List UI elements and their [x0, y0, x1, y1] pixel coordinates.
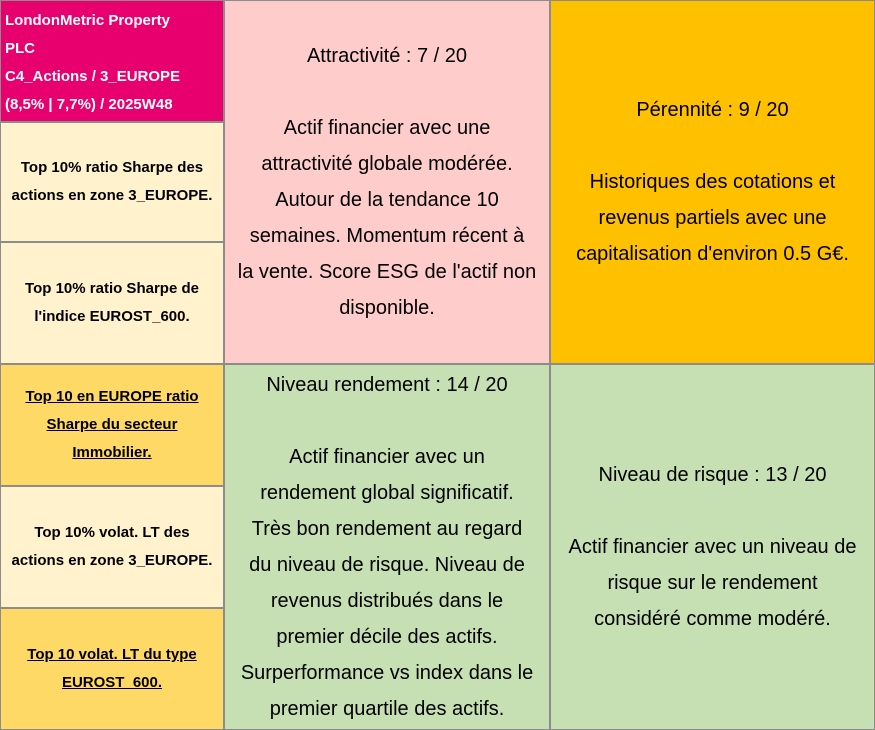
description-line: la vente. Score ESG de l'actif non — [237, 261, 537, 283]
attractivite-panel — [224, 0, 550, 364]
description-line: Actif financier avec une — [283, 117, 491, 139]
badge-text: Top 10% ratio Sharpe des — [20, 159, 204, 176]
attractivite-heading: Attractivité : 7 / 20 — [306, 45, 468, 67]
description-line: Surperformance vs index dans le — [240, 662, 534, 684]
rendement-heading: Niveau rendement : 14 / 20 — [266, 374, 508, 396]
description-line: considéré comme modéré. — [594, 608, 831, 630]
badge-volat-zone — [0, 486, 224, 608]
badge-link-text[interactable]: Immobilier. — [72, 444, 152, 461]
badge-volat-type[interactable] — [0, 608, 224, 730]
description-line: Autour de la tendance 10 — [275, 189, 499, 211]
rendement-panel — [224, 364, 550, 730]
description-line: premier quartile des actifs. — [269, 698, 505, 720]
badge-link-text[interactable]: Top 10 volat. LT du type — [27, 646, 197, 663]
description-line: semaines. Momentum récent à — [249, 225, 525, 247]
asset-title-cell — [0, 0, 224, 122]
risque-panel — [550, 364, 875, 730]
badge-text: l'indice EUROST_600. — [34, 308, 190, 325]
perennite-heading: Pérennité : 9 / 20 — [636, 99, 789, 121]
risque-description — [569, 529, 857, 637]
description-line: Actif financier avec un niveau de — [568, 536, 857, 558]
badge-sharpe-index — [0, 242, 224, 364]
badge-link-text[interactable]: Top 10 en EUROPE ratio — [25, 388, 199, 405]
description-line: disponible. — [339, 297, 435, 319]
description-line: revenus partiels avec une — [598, 207, 827, 229]
badge-link-text[interactable]: Sharpe du secteur — [46, 416, 178, 433]
description-line: Très bon rendement au regard — [251, 518, 523, 540]
asset-period: (8,5% | 7,7%) / 2025W48 — [5, 96, 173, 113]
description-line: risque sur le rendement — [607, 572, 818, 594]
badge-text: Top 10% ratio Sharpe de — [25, 280, 199, 297]
asset-name-line2: PLC — [5, 40, 35, 57]
rendement-description — [241, 439, 533, 727]
description-line: du niveau de risque. Niveau de — [249, 554, 525, 576]
description-line: premier décile des actifs. — [276, 626, 498, 648]
asset-name-line1: LondonMetric Property — [5, 12, 171, 29]
description-line: attractivité globale modérée. — [261, 153, 513, 175]
badge-sharpe-sector[interactable] — [0, 364, 224, 486]
badge-sharpe-zone — [0, 122, 224, 242]
perennite-description — [576, 164, 849, 272]
badge-text: actions en zone 3_EUROPE. — [11, 552, 213, 569]
badge-text: Top 10% volat. LT des — [34, 524, 190, 541]
description-line: rendement global significatif. — [260, 482, 514, 504]
description-line: Historiques des cotations et — [589, 171, 836, 193]
attractivite-description — [238, 110, 536, 326]
asset-category: C4_Actions / 3_EUROPE — [5, 68, 181, 85]
description-line: capitalisation d'environ 0.5 G€. — [576, 243, 849, 265]
perennite-panel — [550, 0, 875, 364]
badge-text: actions en zone 3_EUROPE. — [11, 187, 213, 204]
description-line: revenus distribués dans le — [270, 590, 504, 612]
risque-heading: Niveau de risque : 13 / 20 — [598, 464, 827, 486]
badge-link-text[interactable]: EUROST_600. — [61, 674, 163, 691]
description-line: Actif financier avec un — [289, 446, 485, 468]
